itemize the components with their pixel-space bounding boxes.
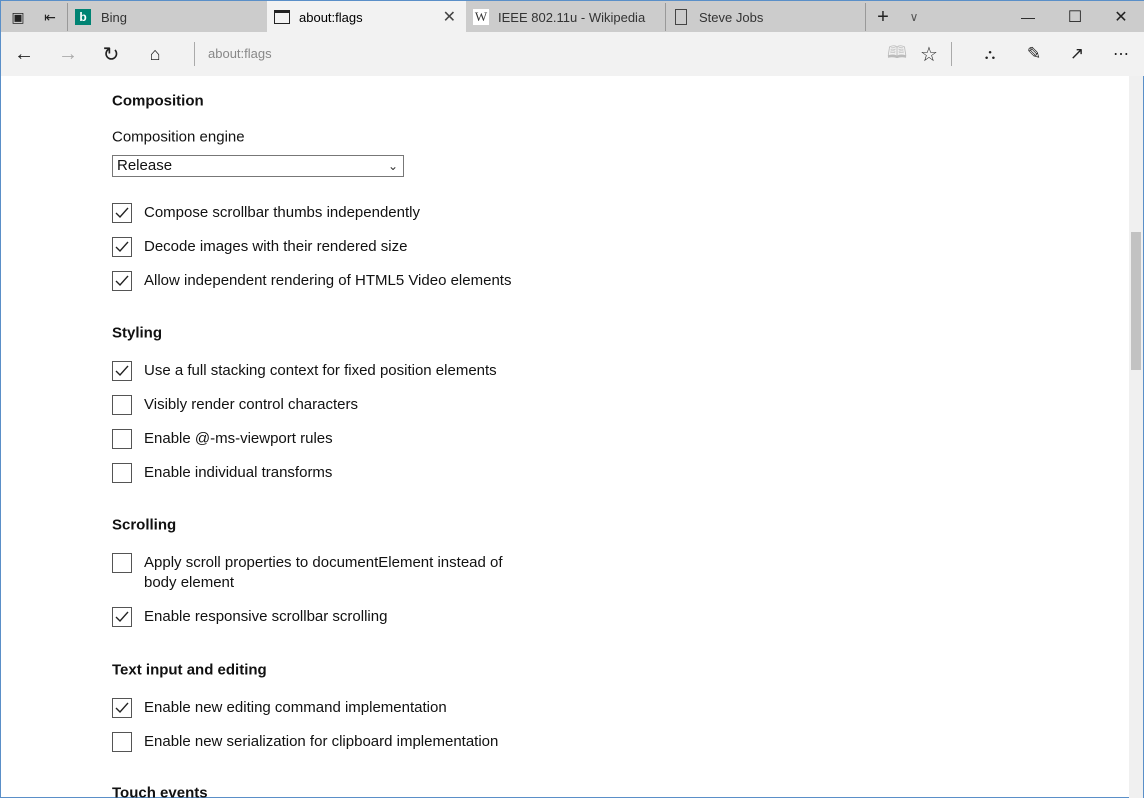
forward-icon[interactable]: → [58,42,78,65]
checkmark-icon [115,365,129,377]
checkbox[interactable] [112,361,132,381]
address-bar[interactable]: about:flags [208,46,272,61]
flag-label: Allow independent rendering of HTML5 Video elements [144,272,512,289]
share-icon[interactable]: ↗ [1069,44,1085,63]
home-icon[interactable]: ⌂ [149,43,161,64]
engine-label: Composition engine [112,128,245,146]
scrollbar-thumb[interactable] [1131,232,1141,370]
tab-bar [1,0,1144,32]
flag-label: Enable individual transforms [144,464,333,481]
checkbox[interactable] [112,237,132,257]
tab-wikipedia[interactable]: W IEEE 802.11u - Wikipedia [474,9,646,25]
checkmark-icon [115,207,129,219]
flag-option[interactable] [112,698,447,718]
checkmark-icon [115,611,129,623]
maximize-icon[interactable]: ☐ [1067,9,1083,26]
composition-engine-select[interactable]: Release ⌄ [112,155,404,177]
flag-option[interactable] [112,361,497,381]
flag-label: Enable new editing command implementation [144,699,447,716]
flag-option[interactable] [112,463,332,483]
flag-label: Apply scroll properties to documentElement instead of body element [144,554,503,591]
nav-toolbar [1,32,1144,76]
section-heading: Composition [112,92,204,110]
section-heading: Styling [112,324,163,342]
checkbox[interactable] [112,607,132,627]
flags-page [1,76,1131,798]
chevron-down-icon: ⌄ [387,159,398,173]
close-tab-icon[interactable]: ✕ [442,9,456,26]
flag-label: Enable responsive scrollbar scrolling [144,608,388,625]
checkbox[interactable] [112,429,132,449]
checkbox[interactable] [112,698,132,718]
checkbox[interactable] [112,395,132,415]
section-heading: Scrolling [112,516,177,534]
flag-option[interactable] [112,237,407,257]
hub-icon[interactable]: ⛬ [984,45,996,63]
favorite-star-icon[interactable]: ☆ [920,43,938,66]
checkbox[interactable] [112,553,132,573]
tab-preview-icon[interactable]: ▣ [11,8,25,25]
tab-list-chevron-icon[interactable]: ∨ [909,10,919,24]
refresh-icon[interactable]: ↻ [102,43,120,66]
flag-option[interactable] [112,553,524,593]
web-note-icon[interactable]: ✎ [1026,44,1042,63]
more-icon[interactable]: ⋯ [1113,46,1129,63]
checkbox[interactable] [112,203,132,223]
reading-icon [675,9,687,25]
back-icon[interactable]: ← [14,42,34,65]
page-icon [274,10,290,24]
checkbox[interactable] [112,271,132,291]
tab-steve-jobs[interactable]: Steve Jobs [666,1,865,33]
flag-label: Decode images with their rendered size [144,238,408,255]
tab-bing[interactable]: b Bing [68,1,267,33]
flag-option[interactable] [112,429,333,449]
wikipedia-icon: W [474,9,488,24]
section-heading: Text input and editing [112,661,267,679]
flag-option[interactable] [112,271,511,291]
section-heading: Touch events [112,784,208,798]
flag-option[interactable] [112,203,420,223]
tab-about-flags[interactable]: about:flags ✕ [267,1,466,33]
flag-label: Use a full stacking context for fixed position elements [144,362,497,379]
close-window-icon[interactable]: ✕ [1114,9,1128,26]
bing-icon: b [75,9,91,25]
scrollbar[interactable] [1129,76,1143,798]
flag-option[interactable] [112,395,358,415]
checkmark-icon [115,275,129,287]
new-tab-icon[interactable]: + [877,5,889,28]
checkbox[interactable] [112,732,132,752]
set-aside-tabs-icon[interactable]: ⇤ [44,8,56,25]
checkmark-icon [115,702,129,714]
flag-option[interactable] [112,732,498,752]
minimize-icon[interactable]: — [1021,9,1035,25]
checkmark-icon [115,241,129,253]
flag-label: Compose scrollbar thumbs independently [144,204,420,221]
flag-label: Enable new serialization for clipboard implementation [144,733,499,750]
flag-option[interactable] [112,607,387,627]
checkbox[interactable] [112,463,132,483]
flag-label: Enable @-ms-viewport rules [144,430,333,447]
reading-view-icon[interactable]: 🕮 [886,42,908,62]
flag-label: Visibly render control characters [144,396,358,413]
